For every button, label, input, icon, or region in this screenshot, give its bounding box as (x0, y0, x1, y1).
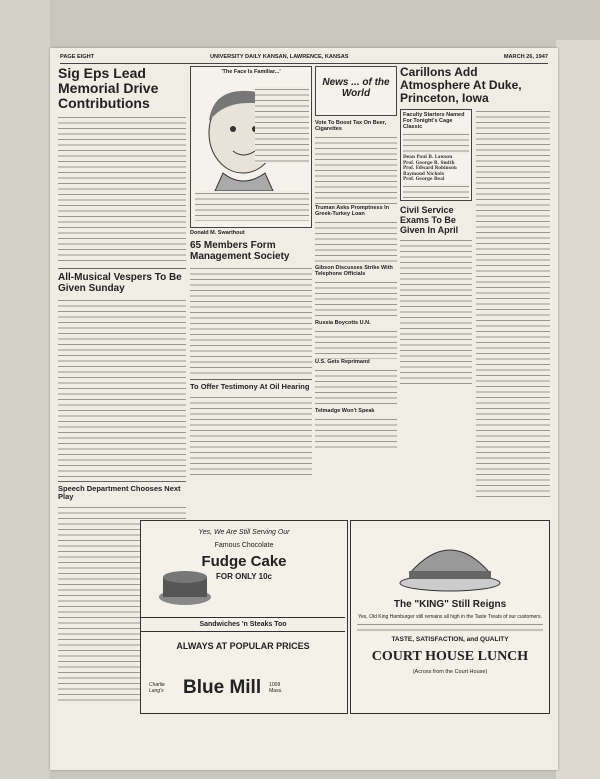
faculty-item: Raymond Nichols (403, 170, 445, 176)
headline-management-society: 65 Members Form Management Society (190, 240, 290, 262)
headline-sig-eps: Sig Eps Lead Memorial Drive Contributions (58, 66, 159, 111)
news-banner-title: News ... of the World (322, 77, 390, 99)
headline-russia: Russia Boycotts U.N. (315, 320, 371, 326)
headline-gibson: Gibson Discusses Strike With Telephone Officials (315, 265, 393, 277)
headline-vespers: All-Musical Vespers To Be Given Sunday (58, 272, 182, 294)
faculty-box-title: Faculty Starters Named For Tonight's Cage Classic (403, 112, 465, 130)
article-body (476, 109, 550, 499)
ad-fudge-cake: Fudge Cake (201, 553, 287, 570)
ad-court-house-lunch (350, 520, 550, 714)
column-news (315, 66, 397, 516)
cartoon-caption: 'The Face Is Familiar...' (221, 69, 281, 75)
faculty-item: Prof. Edward Robinson (403, 165, 457, 170)
headline-tax: Vote To Boost Tax On Beer, Cigarettes (315, 120, 387, 132)
ad-price: FOR ONLY 10c (215, 572, 273, 581)
headline-oil-hearing: To Offer Testimony At Oil Hearing (190, 382, 310, 391)
issue-date: MARCH 26, 1947 (503, 54, 548, 60)
article-body (315, 135, 397, 205)
newspaper-page (50, 48, 558, 770)
binding-edge (0, 0, 50, 779)
faculty-starters-box (400, 109, 472, 201)
faculty-list (403, 154, 469, 182)
masthead: UNIVERSITY DAILY KANSAN, LAWRENCE, KANSAS (210, 54, 349, 60)
cartoon-box (190, 66, 312, 228)
cartoon-text (195, 191, 309, 221)
ad-line: TASTE, SATISFACTION, and QUALITY (391, 636, 509, 643)
faculty-item: Prof. George B. Smith (403, 159, 455, 165)
faculty-item: Prof. George Beal (403, 176, 445, 181)
cartoonist-name: Donald M. Swarthout (190, 230, 245, 236)
hamburger-illustration (395, 525, 505, 595)
cartoon-side-text (255, 87, 309, 163)
headline-reprimand: U.S. Gets Reprimand (315, 359, 370, 365)
ad-address: 1009 Mass. (269, 682, 283, 694)
article-body (190, 395, 312, 475)
page-header (60, 54, 548, 64)
cake-illustration (155, 567, 215, 607)
ad-blue-mill-logo: Blue Mill (183, 677, 262, 698)
ad-blue-mill (140, 520, 348, 714)
ad-line: ALWAYS AT POPULAR PRICES (176, 641, 310, 651)
article-body (315, 417, 397, 452)
article-body (315, 368, 397, 408)
faculty-item: Dean Paul B. Lawson (403, 154, 453, 159)
column-2 (190, 66, 312, 516)
article-body (58, 298, 186, 478)
ad-line: Yes, We Are Still Serving Our (198, 529, 290, 536)
ad-line: Famous Chocolate (214, 542, 274, 549)
article-body (315, 280, 397, 320)
news-banner (315, 66, 397, 116)
ad-court-house-title: COURT HOUSE LUNCH (371, 649, 529, 664)
headline-truman: Truman Asks Promptness In Greek-Turkey Loan (315, 205, 390, 217)
headline-speech-dept: Speech Department Chooses Next Play (58, 484, 181, 501)
article-body (315, 329, 397, 359)
ad-line: Sandwiches 'n Steaks Too (199, 621, 287, 628)
article-body (315, 220, 397, 265)
ad-line: Yes, Old King Hamburger still remains all high in the Taste Treats of our customers. (358, 614, 542, 620)
headline-carillons: Carillons Add Atmosphere At Duke, Princeton, Iowa (400, 66, 522, 105)
article-body (190, 266, 312, 376)
column-right (400, 66, 550, 566)
article-body (400, 238, 472, 388)
article-body (58, 115, 186, 265)
ad-line: Charlie Lang's (149, 682, 165, 694)
page-number: PAGE EIGHT (60, 54, 95, 60)
ad-king-headline: The "KING" Still Reigns (393, 599, 507, 610)
headline-telmadge: Telmadge Won't Speak (315, 408, 375, 414)
ad-line: (Across from the Court House) (412, 669, 488, 675)
facing-page-edge (556, 40, 600, 779)
headline-civil-service: Civil Service Exams To Be Given In April (400, 204, 459, 235)
